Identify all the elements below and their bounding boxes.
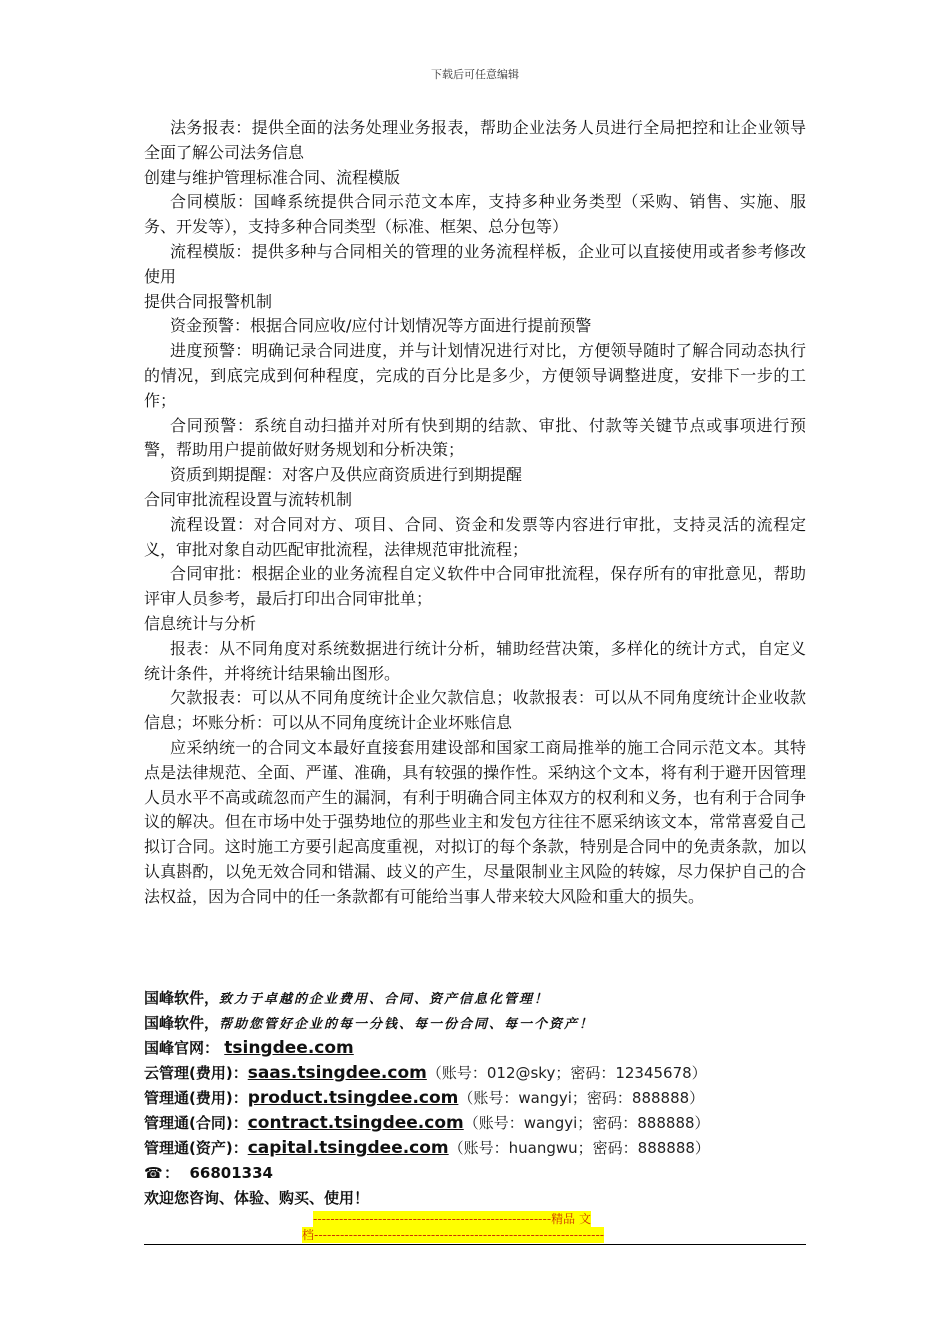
body-paragraph: 应采纳统一的合同文本最好直接套用建设部和国家工商局推举的施工合同示范文本。其特点是法律规范、全面、严谨、准确，具有较强的操作性。采纳这个文本，将有利于避开因管理人员水平不高或疏忽而产生的漏洞，有利于明确合同主体双方的权利和义务，也有利于合同争议的解决。但在市场中处于强势地位的那些业主和发包方往往不愿采纳该文本，常常喜爱自己拟订合同。这时施工方要引起高度重视，对拟订的每个条款，特别是合同中的免责条款，加以认真斟酌，以免无效合同和错漏、歧义的产生，尽量限制业主风险的转嫁，尽力保护自己的合法权益，因为合同中的任一条款都有可能给当事人带来较大风险和重大的损失。	[144, 737, 806, 906]
slogan-text: 致力于卓越的企业费用、合同、资产信息化管理！	[219, 992, 550, 1007]
cloud-label: 云管理(费用)：	[144, 1064, 248, 1082]
welcome-line: 欢迎您咨询、体验、购买、使用！	[144, 1189, 370, 1207]
phone-icon: ☎	[144, 1164, 163, 1182]
footer-rule	[144, 1244, 806, 1245]
phone-label: ：	[164, 1164, 180, 1182]
contract-line	[144, 1111, 806, 1136]
body-paragraph: 资金预警：根据合同应收/应付计划情况等方面进行提前预警	[170, 316, 592, 336]
cloud-link[interactable]: saas.tsingdee.com	[247, 1063, 427, 1083]
body-paragraph: 进度预警：明确记录合同进度，并与计划情况进行对比，方便领导随时了解合同动态执行的情况，到底完成到何种程度，完成的百分比是多少，方便领导调整进度，安排下一步的工作；	[144, 341, 806, 410]
phone-number: 66801334	[189, 1164, 273, 1182]
section-heading: 合同审批流程设置与流转机制	[144, 489, 353, 509]
section-heading: 创建与维护管理标准合同、流程模版	[144, 167, 401, 187]
body-paragraph: 报表：从不同角度对系统数据进行统计分析，辅助经营决策，多样化的统计方式，自定义统计条件，并将统计结果输出图形。	[144, 638, 806, 683]
slogan-text: 帮助您管好企业的每一分钱、每一份合同、每一个资产！	[219, 1017, 595, 1032]
document-body	[144, 116, 806, 910]
slogan-line-1	[144, 986, 806, 1011]
website-label: 国峰官网：	[144, 1039, 220, 1057]
asset-label: 管理通(资产)：	[144, 1139, 248, 1157]
body-paragraph: 资质到期提醒：对客户及供应商资质进行到期提醒	[170, 465, 523, 485]
website-link[interactable]: tsingdee.com	[224, 1038, 354, 1058]
body-paragraph: 合同审批：根据企业的业务流程自定义软件中合同审批流程，保存所有的审批意见，帮助评审人员参考，最后打印出合同审批单；	[144, 564, 806, 609]
body-paragraph: 欠款报表：可以从不同角度统计企业欠款信息；收款报表：可以从不同角度统计企业收款信息；坏账分析：可以从不同角度统计企业坏账信息	[144, 688, 806, 733]
expense-line	[144, 1086, 806, 1111]
cloud-note: （账号：012@sky；密码：12345678）	[426, 1064, 707, 1082]
expense-link[interactable]: product.tsingdee.com	[247, 1088, 459, 1108]
phone-line	[144, 1161, 806, 1186]
contract-note: （账号：wangyi；密码：888888）	[463, 1114, 710, 1132]
cloud-line	[144, 1061, 806, 1086]
body-paragraph: 法务报表：提供全面的法务处理业务报表，帮助企业法务人员进行全局把控和让企业领导全面了解公司法务信息	[144, 118, 806, 162]
body-paragraph: 流程模版：提供多种与合同相关的管理的业务流程样板，企业可以直接使用或者参考修改使用	[144, 241, 806, 286]
body-paragraph: 合同模版：国峰系统提供合同示范文本库，支持多种业务类型（采购、销售、实施、服务、开发等），支持多种合同类型（标准、框架、总分包等）	[144, 192, 806, 237]
contract-link[interactable]: contract.tsingdee.com	[247, 1113, 464, 1133]
promo-block	[144, 986, 806, 1211]
asset-link[interactable]: capital.tsingdee.com	[247, 1138, 449, 1158]
section-heading: 信息统计与分析	[144, 613, 257, 633]
section-heading: 提供合同报警机制	[144, 291, 273, 311]
slogan-line-2	[144, 1011, 806, 1036]
brand-name: 国峰软件，	[144, 989, 220, 1007]
website-line	[144, 1036, 806, 1061]
body-paragraph: 合同预警：系统自动扫描并对所有快到期的结款、审批、付款等关键节点或事项进行预警，帮助用户提前做好财务规划和分析决策；	[144, 415, 806, 460]
expense-note: （账号：wangyi；密码：888888）	[458, 1089, 705, 1107]
brand-name: 国峰软件，	[144, 1014, 220, 1032]
footer-highlight-2: 档-------------------------------------------------------------------	[302, 1228, 605, 1242]
asset-note: （账号：huangwu；密码：888888）	[448, 1139, 710, 1157]
footer-highlight-1: -------------------------------------------------------精品 文	[313, 1212, 591, 1226]
contract-label: 管理通(合同)：	[144, 1114, 248, 1132]
expense-label: 管理通(费用)：	[144, 1089, 248, 1107]
body-paragraph: 流程设置：对合同对方、项目、合同、资金和发票等内容进行审批，支持灵活的流程定义，审批对象自动匹配审批流程，法律规范审批流程；	[144, 514, 806, 559]
page-header: 下载后可任意编辑	[431, 68, 519, 81]
asset-line	[144, 1136, 806, 1161]
